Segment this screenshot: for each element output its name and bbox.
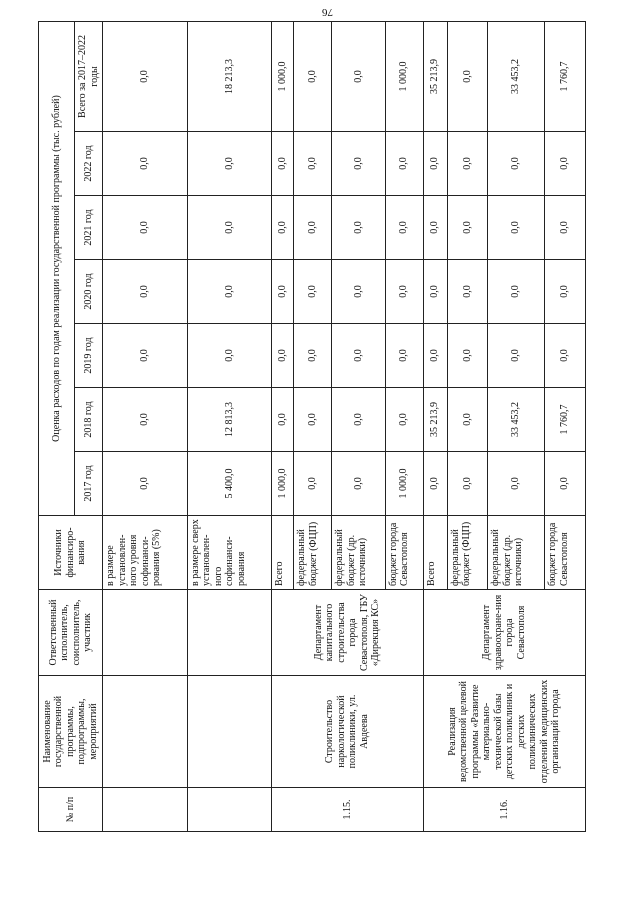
cell-value: 0,0: [545, 132, 586, 196]
cell-value: 0,0: [294, 324, 332, 388]
cell-total: 1 000,0: [385, 21, 423, 131]
cell-total: 0,0: [294, 21, 332, 131]
cell-source: федеральный бюджет (ФЦП): [447, 516, 488, 590]
cell-value: 0,0: [447, 388, 488, 452]
cell-value: 12 813,3: [187, 388, 272, 452]
cell-value: 1 000,0: [385, 452, 423, 516]
cell-responsible: Департамент здравоохране-ния города Севастополя: [423, 590, 585, 676]
table-row: [423, 21, 447, 831]
cell-value: 0,0: [272, 260, 294, 324]
header-source: Источники финансиро-вания: [39, 516, 103, 590]
cell-value: 0,0: [272, 324, 294, 388]
cell-value: 0,0: [447, 260, 488, 324]
cell-value: 0,0: [385, 324, 423, 388]
header-expense-group: Оценка расходов по годам реализации государственной программы (тыс. рублей): [39, 21, 75, 515]
cell-value: 0,0: [385, 260, 423, 324]
cell-value: 0,0: [187, 132, 272, 196]
cell-value: 5 400,0: [187, 452, 272, 516]
page-number: 76: [322, 6, 333, 18]
cell-value: 0,0: [332, 196, 385, 260]
cell-value: 0,0: [488, 324, 545, 388]
cell-total: 18 213,3: [187, 21, 272, 131]
cell-source: Всего: [272, 516, 294, 590]
cell-source: Всего: [423, 516, 447, 590]
cell-source: в размере сверх установлен-ного софинанси-рования: [187, 516, 272, 590]
cell-total: 0,0: [447, 21, 488, 131]
cell-value: 0,0: [272, 132, 294, 196]
cell-source: федеральный бюджет (др. источники): [488, 516, 545, 590]
header-num: № п/п: [39, 788, 103, 832]
cell-value: 0,0: [187, 260, 272, 324]
cell-value: 0,0: [294, 132, 332, 196]
cell-value: 0,0: [187, 196, 272, 260]
cell-value: 0,0: [423, 324, 447, 388]
cell-value: 0,0: [103, 132, 188, 196]
cell-value: 0,0: [103, 388, 188, 452]
cell-value: 0,0: [423, 260, 447, 324]
cell-value: 0,0: [103, 196, 188, 260]
cell-value: 0,0: [545, 196, 586, 260]
cell-value: 33 453,2: [488, 388, 545, 452]
cell-value: 0,0: [272, 388, 294, 452]
cell-value: 0,0: [332, 132, 385, 196]
cell-value: 0,0: [294, 260, 332, 324]
cell-source: федеральный бюджет (др. источники): [332, 516, 385, 590]
cell-value: 1 000,0: [272, 452, 294, 516]
cell-source: бюджет города Севастополя: [545, 516, 586, 590]
cell-value: 0,0: [488, 196, 545, 260]
cell-value: 0,0: [488, 260, 545, 324]
cell-responsible: [187, 590, 272, 676]
cell-value: 0,0: [103, 324, 188, 388]
cell-value: 0,0: [488, 452, 545, 516]
cell-value: 0,0: [488, 132, 545, 196]
cell-value: 0,0: [447, 324, 488, 388]
cell-value: 0,0: [332, 260, 385, 324]
cell-value: 0,0: [332, 388, 385, 452]
budget-table-rotated: [38, 22, 586, 832]
cell-total: 35 213,9: [423, 21, 447, 131]
cell-num: 1.15.: [272, 788, 424, 832]
cell-name: [103, 676, 188, 788]
cell-value: 35 213,9: [423, 388, 447, 452]
cell-responsible: Департамент капитального строительства города Севастополя, ГБУ «Дирекция КС»: [272, 590, 424, 676]
cell-source: федеральный бюджет (ФЦП): [294, 516, 332, 590]
cell-value: 0,0: [545, 452, 586, 516]
cell-total: 1 000,0: [272, 21, 294, 131]
cell-value: 0,0: [385, 132, 423, 196]
cell-value: 0,0: [187, 324, 272, 388]
cell-num: [187, 788, 272, 832]
cell-source: бюджет города Севастополя: [385, 516, 423, 590]
header-year: 2018 год: [75, 388, 103, 452]
cell-responsible: [103, 590, 188, 676]
cell-total: 1 760,7: [545, 21, 586, 131]
cell-value: 0,0: [294, 388, 332, 452]
table-row: [103, 21, 188, 831]
header-year: 2017 год: [75, 452, 103, 516]
cell-total: 33 453,2: [488, 21, 545, 131]
cell-value: 0,0: [272, 196, 294, 260]
cell-num: 1.16.: [423, 788, 585, 832]
cell-source: в размере установлен-ного уровня софинанси-рования (5%): [103, 516, 188, 590]
cell-value: 0,0: [423, 452, 447, 516]
header-year: 2020 год: [75, 260, 103, 324]
header-total: Всего за 2017–2022 годы: [75, 21, 103, 131]
cell-value: 0,0: [332, 452, 385, 516]
header-year: 2022 год: [75, 132, 103, 196]
cell-value: 0,0: [332, 324, 385, 388]
cell-num: [103, 788, 188, 832]
cell-value: 1 760,7: [545, 388, 586, 452]
header-year: 2021 год: [75, 196, 103, 260]
cell-value: 0,0: [294, 452, 332, 516]
cell-name: Реализация ведомственной целевой программы «Развитие материально-технической базы детских поликлиник и детских поликлинических отделений медицинских организаций города: [423, 676, 585, 788]
cell-total: 0,0: [332, 21, 385, 131]
cell-value: 0,0: [423, 196, 447, 260]
cell-name: [187, 676, 272, 788]
cell-value: 0,0: [545, 260, 586, 324]
budget-table: [38, 21, 586, 832]
cell-total: 0,0: [103, 21, 188, 131]
table-row: [272, 21, 294, 831]
cell-value: 0,0: [447, 452, 488, 516]
cell-value: 0,0: [385, 388, 423, 452]
cell-value: 0,0: [447, 196, 488, 260]
cell-value: 0,0: [423, 132, 447, 196]
cell-value: 0,0: [447, 132, 488, 196]
table-row: [187, 21, 272, 831]
cell-value: 0,0: [545, 324, 586, 388]
cell-value: 0,0: [294, 196, 332, 260]
cell-value: 0,0: [103, 260, 188, 324]
cell-name: Строительство наркологической поликлиники, ул. Авдеева: [272, 676, 424, 788]
header-year: 2019 год: [75, 324, 103, 388]
header-name: Наименование государственной программы, подпрограммы, мероприятий: [39, 676, 103, 788]
cell-value: 0,0: [103, 452, 188, 516]
header-responsible: Ответственный исполнитель, соисполнитель, участник: [39, 590, 103, 676]
cell-value: 0,0: [385, 196, 423, 260]
